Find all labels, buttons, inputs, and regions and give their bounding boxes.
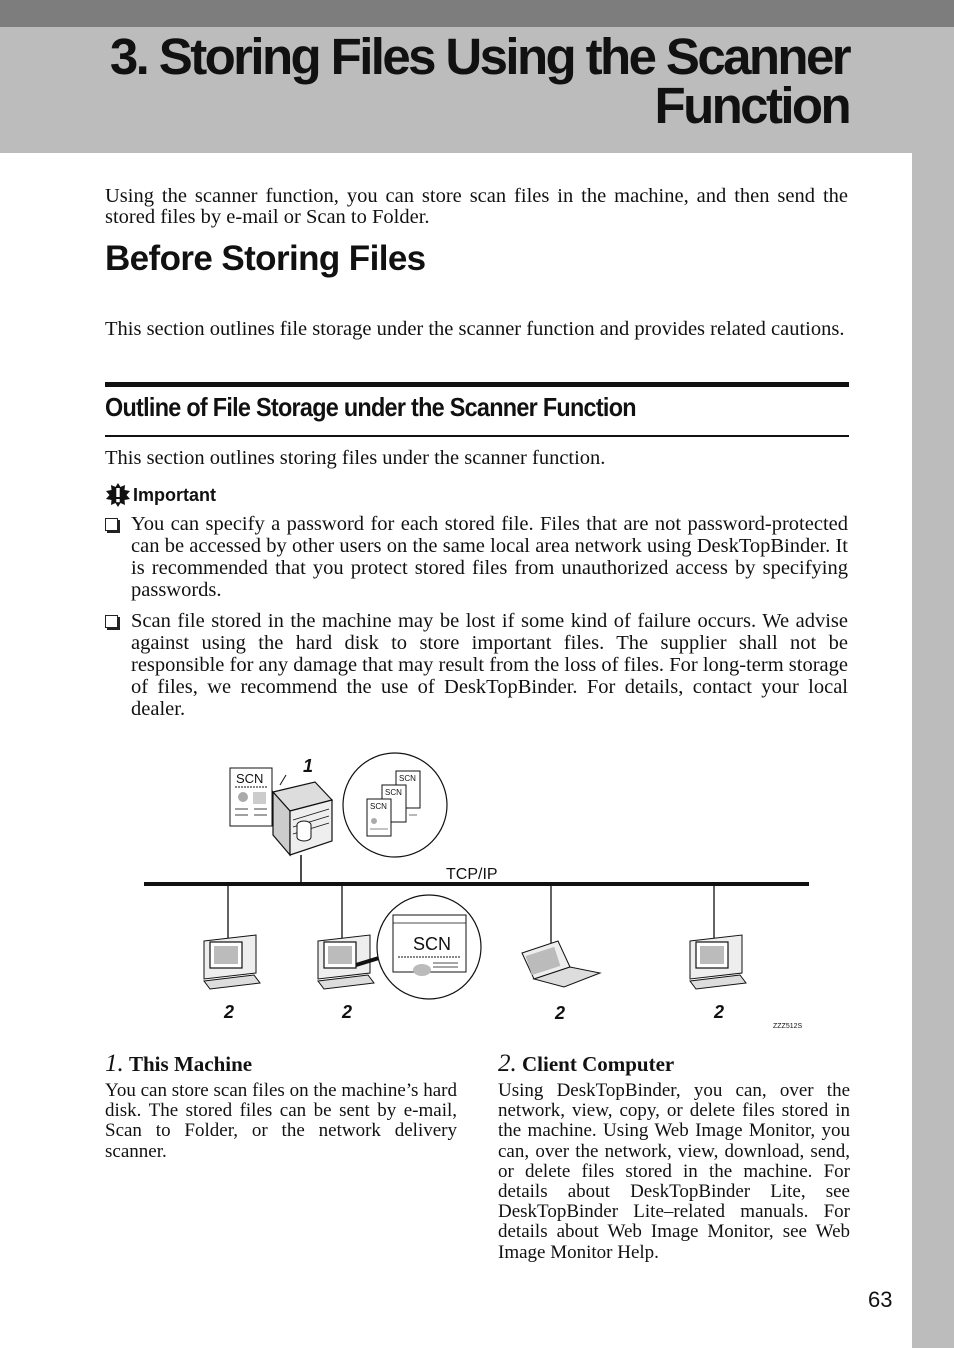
important-heading [105, 483, 216, 507]
client-callout: 2 [224, 1002, 235, 1022]
client-view-bubble [377, 895, 481, 999]
page-edge-bar [912, 27, 954, 1348]
client-computer-icon [522, 886, 600, 987]
important-icon [105, 483, 131, 507]
client-callout: 2 [714, 1002, 725, 1022]
svg-text:SCN: SCN [370, 802, 387, 811]
scanner-machine-icon [273, 775, 332, 882]
important-list [105, 513, 848, 729]
checkbox-bullet-icon [105, 518, 118, 531]
legend-item-client [498, 1050, 850, 1263]
important-item [105, 513, 848, 601]
client-callout: 2 [555, 1003, 566, 1023]
subsection-rule-top [105, 382, 849, 387]
network-diagram [130, 745, 820, 1040]
section-title: Before Storing Files [105, 239, 426, 278]
client-view-label: SCN [413, 934, 452, 954]
svg-text:SCN: SCN [385, 788, 402, 797]
svg-text:SCN: SCN [399, 774, 416, 783]
legend-heading [498, 1050, 850, 1078]
important-item [105, 610, 848, 720]
important-label: Important [133, 484, 216, 505]
section-intro: This section outlines file storage under the scanner function and provides related cautions. [105, 318, 845, 340]
machine-callout: 1 [303, 756, 314, 776]
subsection-title: Outline of File Storage under the Scanner Function [105, 392, 636, 422]
scan-document-icon [230, 768, 272, 826]
legend-number: 2. [498, 1050, 517, 1077]
client-computer-icon [318, 886, 382, 989]
subsection-intro: This section outlines storing files under the scanner function. [105, 447, 606, 469]
important-item-text: Scan file stored in the machine may be lost if some kind of failure occurs. We advise against using the hard disk to store important files. The supplier shall not be responsible for any damage that may result from the loss of files. For long-term storage of files, we recommend the use of DeskTopBinder. For details, contact your local dealer. [131, 610, 848, 720]
legend-text: You can store scan files on the machine’s hard disk. The stored files can be sent by e-mail, Scan to Folder, or the network delivery scanner. [105, 1080, 457, 1162]
page-number: 63 [868, 1287, 893, 1312]
client-computer-icon [690, 886, 746, 989]
top-strip [0, 0, 954, 27]
legend-item-machine [105, 1050, 457, 1162]
client-callout: 2 [342, 1002, 353, 1022]
legend-heading [105, 1050, 457, 1078]
chapter-intro: Using the scanner function, you can store scan files in the machine, and then send the stored files by e-mail or Scan to Folder. [105, 185, 848, 228]
figure-code: ZZZ512S [773, 1023, 803, 1030]
scan-document-label: SCN [236, 771, 264, 786]
legend-title: Client Computer [522, 1052, 675, 1076]
checkbox-bullet-icon [105, 615, 118, 628]
important-item-text: You can specify a password for each stored file. Files that are not password-protected can be accessed by other users on the same local area network using DeskTopBinder. It is recommended that you protect stored files from unauthorized access by specifying passwords. [131, 513, 848, 601]
legend-number: 1. [105, 1050, 124, 1077]
network-label: TCP/IP [446, 866, 498, 883]
chapter-title: 3. Storing Files Using the Scanner Function [109, 28, 849, 134]
legend-title: This Machine [129, 1052, 253, 1076]
stored-files-bubble [343, 753, 447, 857]
subsection-rule-bottom [105, 435, 849, 437]
client-computer-icon [204, 886, 260, 989]
legend-text: Using DeskTopBinder, you can, over the network, view, copy, or delete files stored in the machine. Using Web Image Monitor, you can, over the network, view, download, send, or delete files stored in the machine. For details about DeskTopBinder Lite, see DeskTopBinder Lite–related manuals. For details about Web Image Monitor, see Web Image Monitor Help. [498, 1080, 850, 1263]
